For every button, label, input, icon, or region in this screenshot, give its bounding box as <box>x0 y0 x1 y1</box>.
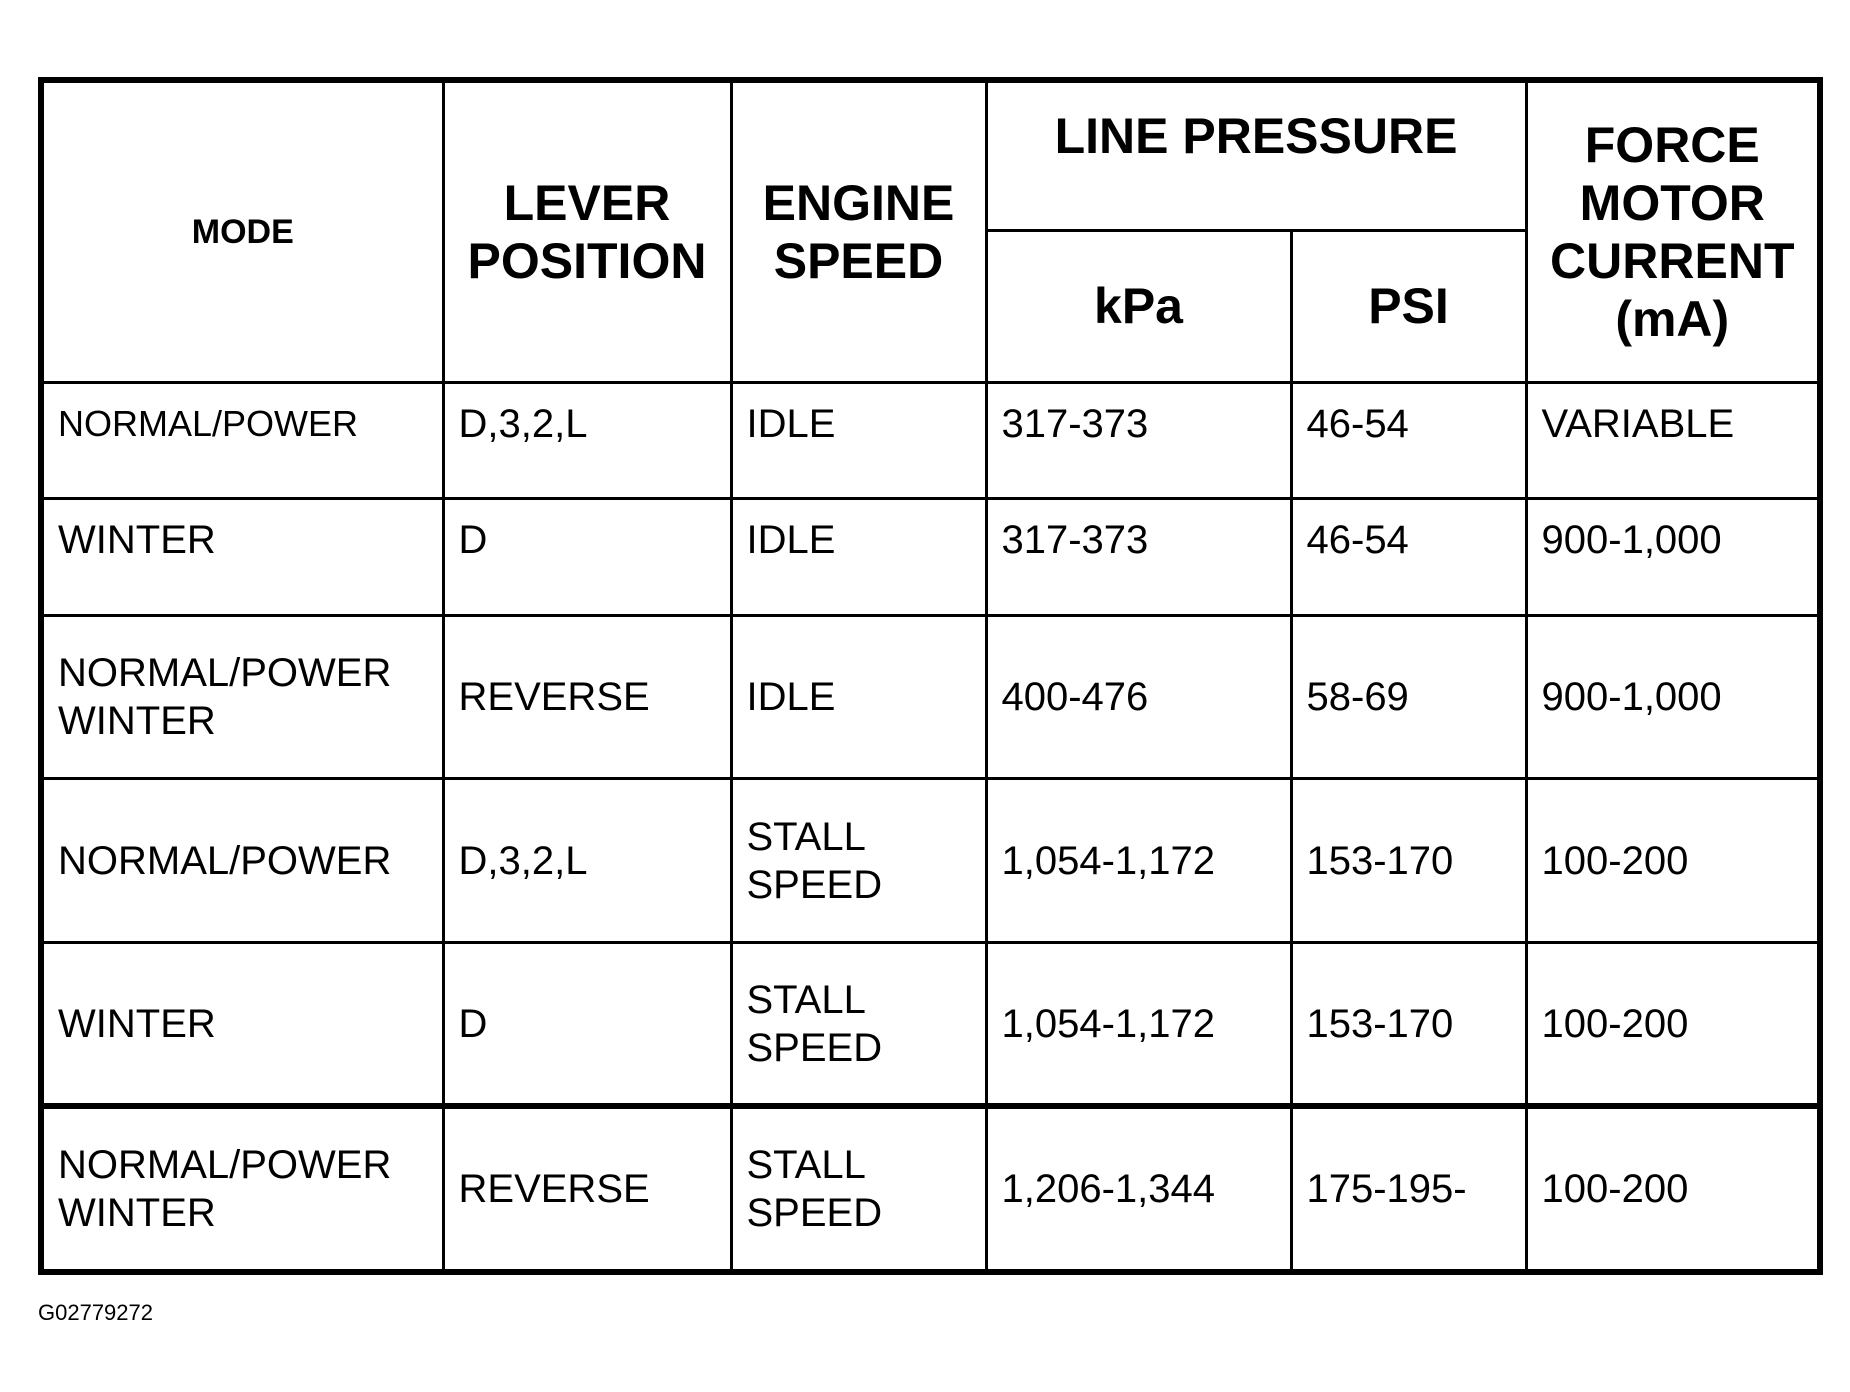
cell-mode: NORMAL/POWER <box>41 779 443 943</box>
cell-speed: STALL SPEED <box>731 779 986 943</box>
cell-psi: 58-69 <box>1291 615 1526 779</box>
cell-current: VARIABLE <box>1526 382 1820 499</box>
cell-mode: WINTER <box>41 499 443 616</box>
line-pressure-spec-table <box>38 77 1823 1275</box>
cell-mode: NORMAL/POWER WINTER <box>41 1106 443 1272</box>
cell-speed: IDLE <box>731 499 986 616</box>
header-row-top <box>41 80 1820 230</box>
cell-lever: D <box>443 499 731 616</box>
header-engine-speed: ENGINE SPEED <box>731 80 986 382</box>
header-kpa: kPa <box>986 230 1291 382</box>
cell-kpa: 1,054-1,172 <box>986 943 1291 1107</box>
header-force-motor-current: FORCE MOTOR CURRENT (mA) <box>1526 80 1820 382</box>
table-row <box>41 1106 1820 1272</box>
cell-current: 100-200 <box>1526 1106 1820 1272</box>
cell-speed: IDLE <box>731 615 986 779</box>
cell-current: 900-1,000 <box>1526 499 1820 616</box>
header-mode: MODE <box>41 80 443 382</box>
table-row <box>41 615 1820 779</box>
cell-current: 100-200 <box>1526 779 1820 943</box>
cell-speed: IDLE <box>731 382 986 499</box>
header-lever-position: LEVER POSITION <box>443 80 731 382</box>
cell-lever: D <box>443 943 731 1107</box>
table-row <box>41 499 1820 616</box>
cell-psi: 153-170 <box>1291 943 1526 1107</box>
cell-kpa: 1,206-1,344 <box>986 1106 1291 1272</box>
table-row <box>41 943 1820 1107</box>
cell-lever: REVERSE <box>443 615 731 779</box>
header-psi: PSI <box>1291 230 1526 382</box>
header-line-pressure: LINE PRESSURE <box>986 80 1526 230</box>
figure-code: G02779272 <box>38 1300 153 1325</box>
cell-psi: 175-195- <box>1291 1106 1526 1272</box>
cell-mode: NORMAL/POWER <box>41 382 443 499</box>
cell-psi: 46-54 <box>1291 499 1526 616</box>
cell-mode: NORMAL/POWER WINTER <box>41 615 443 779</box>
cell-psi: 153-170 <box>1291 779 1526 943</box>
cell-speed: STALL SPEED <box>731 1106 986 1272</box>
cell-mode: WINTER <box>41 943 443 1107</box>
cell-lever: REVERSE <box>443 1106 731 1272</box>
cell-current: 100-200 <box>1526 943 1820 1107</box>
cell-kpa: 317-373 <box>986 382 1291 499</box>
cell-current: 900-1,000 <box>1526 615 1820 779</box>
cell-kpa: 1,054-1,172 <box>986 779 1291 943</box>
table-row <box>41 779 1820 943</box>
cell-kpa: 400-476 <box>986 615 1291 779</box>
cell-speed: STALL SPEED <box>731 943 986 1107</box>
cell-lever: D,3,2,L <box>443 779 731 943</box>
cell-psi: 46-54 <box>1291 382 1526 499</box>
table-row <box>41 382 1820 499</box>
cell-lever: D,3,2,L <box>443 382 731 499</box>
cell-kpa: 317-373 <box>986 499 1291 616</box>
